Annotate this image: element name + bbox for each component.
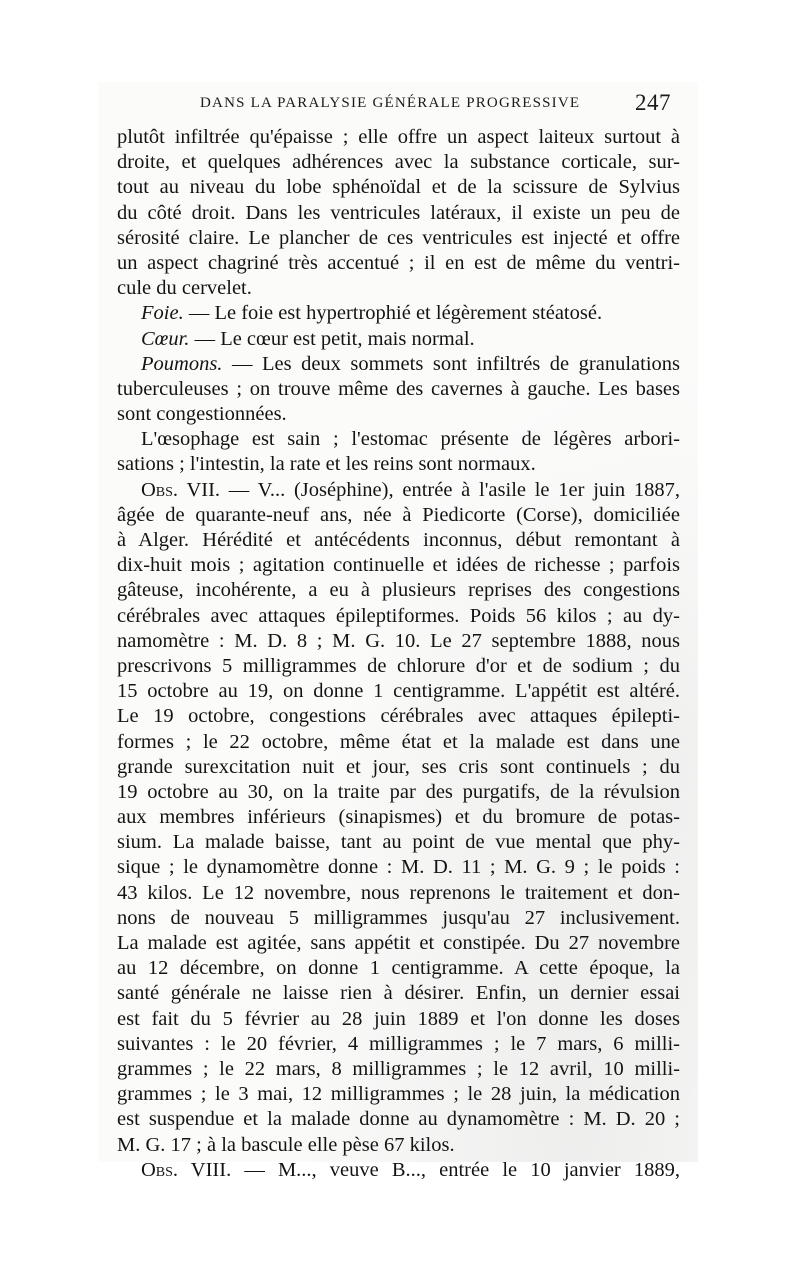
text-line: un aspect chagriné très accentué ; il en est de même du ventri- [117,251,680,274]
observation-viii-intro: — M..., veuve B..., entrée le 10 janvier 1889, [231,1158,680,1181]
text-line: La malade est agitée, sans appétit et constipée. Du 27 novembre [117,932,680,954]
text-line: 15 octobre au 19, on donne 1 centigramme. L'appétit est altéré. [117,680,680,703]
text-line: sérosité claire. Le plancher de ces ventricules est injecté et offre [117,226,680,249]
text-line: prescrivons 5 milligrammes de chlorure d'or et de sodium ; du [117,654,680,677]
text-line: L'œsophage est sain ; l'estomac présente de légères arbori- [141,428,680,451]
text-line: grammes ; le 3 mai, 12 milligrammes ; le 28 juin, la médication [117,1083,680,1106]
observation-vii-label: Obs. VII. [141,478,221,501]
page-number: 247 [635,90,671,115]
text-line: droite, et quelques adhérences avec la substance corticale, sur- [117,151,680,174]
text-line: sium. La malade baisse, tant au point de vue mental que phy- [117,831,680,854]
text-line: M. G. 17 ; à la bascule elle pèse 67 kilos. [117,1133,455,1156]
text-line: du côté droit. Dans les ventricules latéraux, il existe un peu de [117,201,680,224]
coeur-text: — Le cœur est petit, mais normal. [189,327,475,350]
observation-vii-heading [117,478,680,503]
text-line: grammes ; le 22 mars, 8 milligrammes ; le 12 avril, 10 milli- [117,1057,680,1080]
text-line: tuberculeuses ; on trouve même des cavernes à gauche. Les bases [117,377,680,400]
text-line: namomètre : M. D. 8 ; M. G. 10. Le 27 septembre 1888, nous [117,629,680,652]
text-line: âgée de quarante-neuf ans, née à Piedicorte (Corse), domiciliée [117,503,680,526]
text-line: aux membres inférieurs (sinapismes) et du bromure de potas- [117,806,680,829]
text-line: gâteuse, incohérente, a eu à plusieurs reprises des congestions [117,579,680,602]
text-line: formes ; le 22 octobre, même état et la malade est dans une [117,730,680,753]
running-header [200,92,675,120]
text-line: grande surexcitation nuit et jour, ses cris sont continuels ; du [117,755,680,778]
text-line: 43 kilos. Le 12 novembre, nous reprenons le traitement et don- [117,881,680,904]
body-text [117,125,680,1183]
coeur-label: Cœur. [141,327,190,350]
poumons-text: — Les deux sommets sont infiltrés de granulations [222,352,680,375]
foie-text: — Le foie est hypertrophié et légèrement stéatosé. [183,302,603,325]
observation-vii-intro: — V... (Joséphine), entrée à l'asile le 1er juin 1887, [220,478,680,501]
text-line: cérébrales avec attaques épileptiformes. Poids 56 kilos ; au dy- [117,604,680,627]
text-line: Le 19 octobre, congestions cérébrales avec attaques épilepti- [117,705,680,728]
text-line: sont congestionnées. [117,403,287,426]
text-line: dix-huit mois ; agitation continuelle et idées de richesse ; parfois [117,554,680,577]
text-line: sations ; l'intestin, la rate et les reins sont normaux. [117,453,536,476]
paragraph-foie [117,301,680,326]
poumons-label: Poumons. [141,352,223,375]
text-line: est suspendue et la malade donne au dynamomètre : M. D. 20 ; [117,1108,680,1131]
text-line: au 12 décembre, on donne 1 centigramme. A cette époque, la [117,957,680,980]
text-line: sique ; le dynamomètre donne : M. D. 11 ; M. G. 9 ; le poids : [117,856,680,879]
text-line: à Alger. Hérédité et antécédents inconnus, début remontant à [117,529,680,551]
text-line: nons de nouveau 5 milligrammes jusqu'au 27 inclusivement. [117,906,680,929]
paragraph-coeur [117,327,680,352]
observation-viii-heading [117,1158,680,1183]
text-line: plutôt infiltrée qu'épaisse ; elle offre un aspect laiteux surtout à [117,126,680,148]
text-line: 19 octobre au 30, on la traite par des purgatifs, de la révulsion [117,780,680,803]
text-line: santé générale ne laisse rien à désirer. Enfin, un dernier essai [117,982,680,1005]
text-line: tout au niveau du lobe sphénoïdal et de la scissure de Sylvius [117,176,680,199]
observation-viii-label: Obs. VIII. [141,1158,232,1181]
foie-label: Foie. [141,302,184,325]
text-line: cule du cervelet. [117,277,252,300]
paragraph-poumons [117,352,680,377]
text-line: suivantes : le 20 février, 4 milligrammes ; le 7 mars, 6 milli- [117,1032,680,1055]
running-title: DANS LA PARALYSIE GÉNÉRALE PROGRESSIVE [200,95,581,111]
text-line: est fait du 5 février au 28 juin 1889 et l'on donne les doses [117,1007,680,1030]
